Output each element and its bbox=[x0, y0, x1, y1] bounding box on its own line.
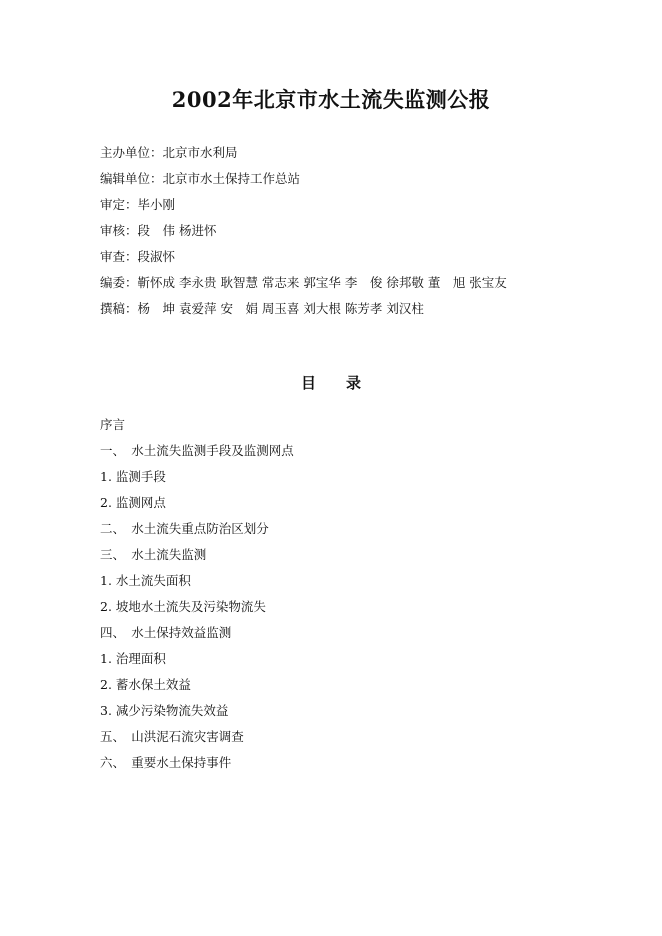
document-title: 2002年北京市水土流失监测公报 bbox=[171, 87, 491, 112]
editor-line: 编辑单位：北京市水土保持工作总站 bbox=[100, 171, 301, 186]
reviewer-line: 审核：段 伟 杨进怀 bbox=[100, 223, 217, 238]
toc-item[interactable]: 1. 监测手段 bbox=[100, 469, 166, 484]
toc-item[interactable]: 六、 重要水土保持事件 bbox=[100, 755, 232, 770]
toc-item[interactable]: 二、 水土流失重点防治区划分 bbox=[100, 521, 269, 536]
toc-item[interactable]: 五、 山洪泥石流灾害调查 bbox=[100, 729, 244, 744]
toc-heading-right: 录 bbox=[346, 374, 362, 392]
toc-item[interactable]: 3. 减少污染物流失效益 bbox=[100, 703, 229, 718]
toc-item[interactable]: 一、 水土流失监测手段及监测网点 bbox=[100, 443, 294, 458]
sponsor-line: 主办单位：北京市水利局 bbox=[100, 145, 238, 160]
toc-item[interactable]: 1. 治理面积 bbox=[100, 651, 166, 666]
toc-heading bbox=[0, 372, 662, 393]
inspector-line: 审查：段淑怀 bbox=[100, 249, 176, 264]
toc-item[interactable]: 2. 监测网点 bbox=[100, 495, 166, 510]
authors-line: 撰稿：杨 坤 袁爱萍 安 娟 周玉喜 刘大根 陈芳孝 刘汉柱 bbox=[100, 301, 424, 316]
toc-item[interactable]: 三、 水土流失监测 bbox=[100, 547, 207, 562]
toc-heading-left: 目 bbox=[300, 374, 316, 392]
toc-item[interactable]: 1. 水土流失面积 bbox=[100, 573, 191, 588]
committee-line: 编委：靳怀成 李永贵 耿智慧 常志来 郭宝华 李 俊 徐邦敬 董 旭 张宝友 bbox=[100, 275, 507, 290]
toc-item[interactable]: 2. 蓄水保土效益 bbox=[100, 677, 191, 692]
toc-item[interactable]: 2. 坡地水土流失及污染物流失 bbox=[100, 599, 266, 614]
toc-item[interactable]: 四、 水土保持效益监测 bbox=[100, 625, 232, 640]
approver-line: 审定：毕小刚 bbox=[100, 197, 176, 212]
toc-item[interactable]: 序言 bbox=[100, 417, 126, 432]
